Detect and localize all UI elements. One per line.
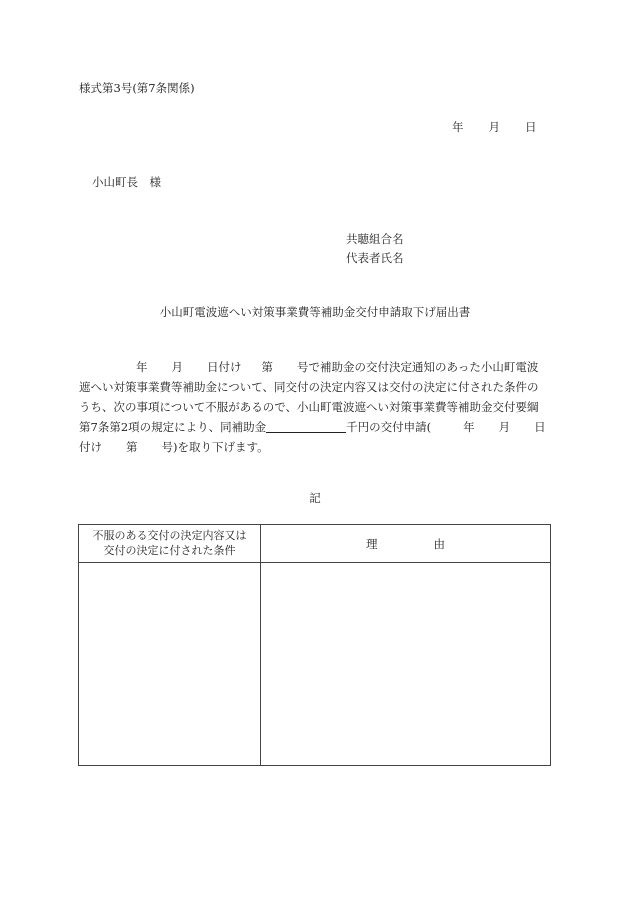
amount-unit: 千円 — [346, 420, 370, 434]
date-line — [452, 119, 537, 135]
representative-label: 代表者氏名 — [346, 251, 404, 265]
reason-cell[interactable] — [261, 563, 550, 765]
content-cell-left[interactable] — [79, 563, 260, 765]
body-line-1 — [79, 357, 549, 377]
body-year: 年 — [136, 360, 148, 374]
amount-blank — [266, 418, 346, 433]
body-line-2: 遮へい対策事業費等補助金について、同交付の決定内容又は交付の決定に付された条件の — [79, 380, 539, 394]
body-day: 日付け — [207, 360, 242, 374]
addressee: 小山町長 様 — [92, 175, 161, 189]
body-line-5 — [79, 437, 549, 457]
date-day: 日 — [525, 120, 537, 134]
body-line-4-day: 日 — [534, 420, 546, 434]
body-line-4-year: 年 — [463, 420, 475, 434]
body-line-5-a: 付け — [79, 440, 102, 454]
form-number: 様式第3号(第7条関係) — [79, 81, 195, 95]
body-line-4-month: 月 — [498, 420, 511, 434]
body-line-4-a: 第7条第2項の規定により、同補助金 — [79, 420, 267, 434]
body-line-4 — [79, 417, 549, 437]
table-header-right — [261, 536, 550, 552]
body-line-4-b: の交付申請( — [369, 420, 432, 434]
body-line-5-dai: 第 — [126, 440, 138, 454]
body-line-5-b: 号)を取り下げます。 — [161, 440, 269, 454]
body-line-1-rest: 号で補助金の交付決定通知のあった小山町電波 — [297, 360, 539, 374]
header-right-1: 理 — [366, 537, 378, 551]
document-title: 小山町電波遮へい対策事業費等補助金交付申請取下げ届出書 — [159, 305, 471, 319]
table-header-left — [79, 528, 260, 558]
body-dai: 第 — [261, 360, 273, 374]
association-label: 共聴組合名 — [346, 232, 404, 246]
applicant-block — [346, 230, 404, 268]
header-left-line-1: 不服のある交付の決定内容又は — [92, 529, 247, 542]
date-month: 月 — [488, 120, 500, 134]
header-left-line-2: 交付の決定に付された条件 — [103, 544, 236, 557]
body-line-3: うち、次の事項について不服があるので、小山町電波遮へい対策事業費等補助金交付要綱 — [79, 400, 539, 414]
objection-table — [78, 524, 551, 766]
date-year: 年 — [452, 120, 464, 134]
body-text — [79, 357, 549, 457]
body-month: 月 — [171, 360, 183, 374]
ki-heading: 記 — [309, 491, 321, 505]
header-right-2: 由 — [433, 537, 445, 551]
